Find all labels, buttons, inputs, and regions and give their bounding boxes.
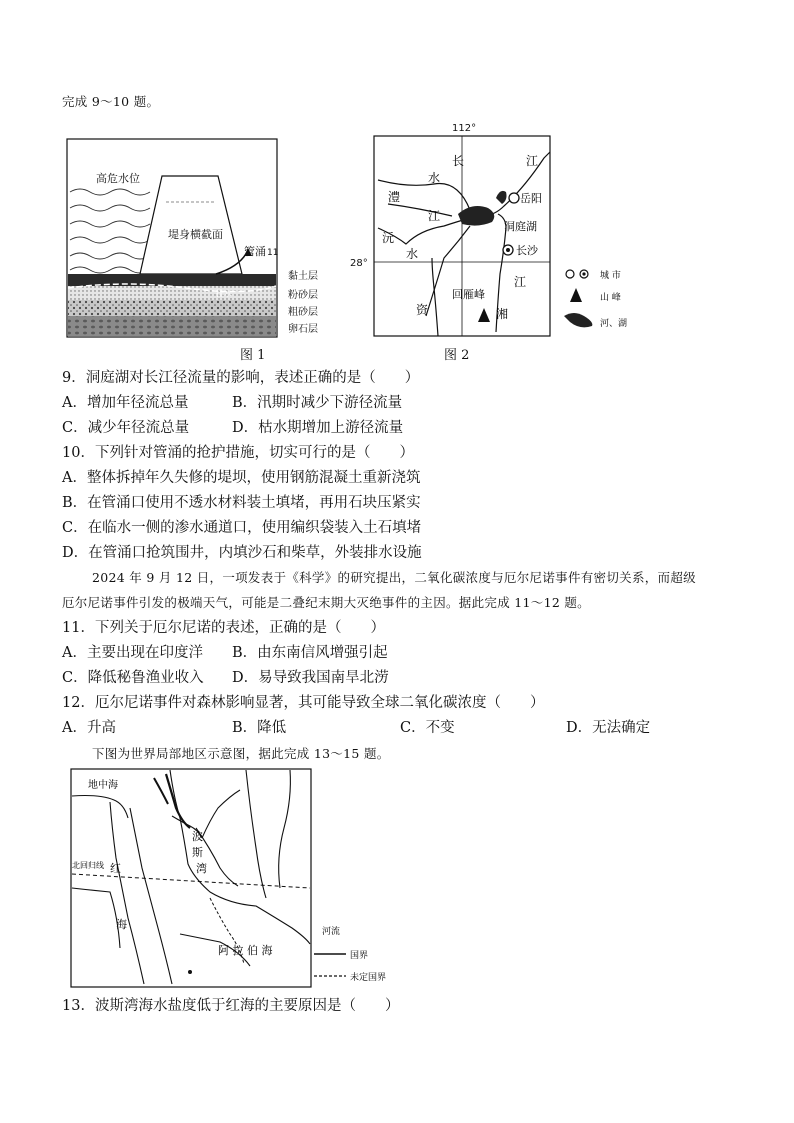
label-li: 澧 (388, 190, 401, 204)
q9-option-c: C．减少年径流总量 (62, 420, 190, 436)
label-arabian-sea: 阿 拉 伯 海 (218, 944, 273, 957)
figure-2-caption: 图 2 (444, 348, 470, 363)
q10-option-a: A．整体拆掉年久失修的堤坝，使用钢筋混凝土重新浇筑 (62, 470, 421, 486)
q11-option-a: A．主要出现在印度洋 (62, 645, 203, 661)
passage-line-1: 2024 年 9 月 12 日，一项发表于《科学》的研究提出，二氧化碳浓度与厄尔尼诺事件有密切关系，而超级 (92, 570, 696, 585)
intro-line: 完成 9～10 题。 (62, 94, 160, 109)
q11-option-b: B．由东南信风增强引起 (232, 645, 388, 661)
figure-1-dam-diagram (66, 138, 328, 340)
pebble-layer (68, 316, 276, 336)
q9-option-a: A．增加年径流总量 (62, 395, 189, 411)
q11-stem: 11．下列关于厄尔尼诺的表述，正确的是（ ） (62, 620, 385, 636)
legend-border: 国界 (350, 951, 369, 961)
label-persian-3: 湾 (196, 862, 207, 875)
legend-undefined-border: 未定国界 (350, 973, 387, 983)
q9-stem: 9．洞庭湖对长江径流量的影响，表述正确的是（ ） (62, 370, 420, 386)
longitude-label: 112° (452, 123, 477, 134)
pebble-layer-label: 卵石层 (288, 324, 318, 335)
q12-option-a: A．升高 (62, 720, 116, 736)
label-huiyanfeng: 回雁峰 (452, 288, 485, 301)
silt-layer (68, 286, 276, 300)
label-persian-2: 斯 (192, 846, 203, 859)
clay-layer-label: 黏土层 (288, 271, 318, 282)
label-shui-1: 水 (428, 171, 441, 185)
q12-option-d: D．无法确定 (566, 720, 651, 736)
latitude-label: 28° (350, 258, 368, 269)
q12-stem: 12．厄尔尼诺事件对森林影响显著，其可能导致全球二氧化碳浓度（ ） (62, 695, 545, 711)
label-red: 红 (110, 862, 121, 875)
q10-option-c: C．在临水一侧的渗水通道口，使用编织袋装入土石填堵 (62, 520, 422, 536)
legend-river-lake: 河、湖 (600, 319, 628, 329)
q10-stem: 10．下列针对管涌的抢护措施，切实可行的是（ ） (62, 445, 414, 461)
q11-option-c: C．降低秘鲁渔业收入 (62, 670, 204, 686)
label-persian-1: 波 (192, 830, 203, 843)
q11-option-d: D．易导致我国南旱北涝 (232, 670, 389, 686)
q9-option-d: D．枯水期增加上游径流量 (232, 420, 404, 436)
coarse-sand-layer (68, 300, 276, 316)
label-chang: 长 (452, 154, 465, 168)
figure-2-dongting-map (348, 118, 648, 340)
label-shui-2: 水 (406, 247, 419, 261)
label-sea: 海 (116, 918, 127, 931)
figure-3-middle-east-map (70, 768, 410, 990)
label-jiang-1: 江 (526, 154, 539, 168)
label-xiang: 湘 (496, 307, 509, 321)
label-jiang-2: 江 (428, 209, 441, 223)
q12-option-b: B．降低 (232, 720, 287, 736)
q9-option-b: B．汛期时减少下游径流量 (232, 395, 403, 411)
label-yueyang: 岳阳 (520, 192, 542, 205)
piping-label: 管涌 (244, 245, 266, 258)
coarse-sand-label: 粗砂层 (288, 307, 318, 318)
dam-section-label: 堤身横截面 (168, 228, 223, 241)
q13-stem: 13．波斯湾海水盐度低于红海的主要原因是（ ） (62, 998, 400, 1014)
label-changsha: 长沙 (516, 244, 538, 257)
drain-label: 排水 (216, 289, 232, 298)
label-jiang-3: 江 (514, 275, 527, 289)
label-dongting: 洞庭湖 (504, 220, 537, 233)
label-yuan: 沅 (382, 231, 395, 245)
figure-1-caption: 图 1 (240, 348, 266, 363)
high-water-label: 高危水位 (96, 172, 140, 185)
q10-option-d: D．在管涌口抢筑围井，内填沙石和柴草，外装排水设施 (62, 545, 422, 561)
q12-option-c: C．不变 (400, 720, 455, 736)
passage-line-2: 厄尔尼诺事件引发的极端天气，可能是二叠纪末期大灭绝事件的主因。据此完成 11～12 题。 (62, 595, 590, 610)
map-intro: 下图为世界局部地区示意图，据此完成 13～15 题。 (92, 746, 390, 761)
piping-mark: 11 (267, 248, 279, 258)
q10-option-b: B．在管涌口使用不透水材料装土填堵，再用石块压紧实 (62, 495, 421, 511)
label-mediterranean: 地中海 (88, 780, 118, 791)
legend-city: 城 市 (600, 271, 621, 281)
legend-peak: 山 峰 (600, 293, 621, 303)
legend-river: 河流 (322, 927, 341, 937)
label-tropic: 北回归线 (72, 861, 104, 870)
silt-layer-label: 粉砂层 (288, 290, 318, 301)
label-zi: 资 (416, 303, 429, 317)
